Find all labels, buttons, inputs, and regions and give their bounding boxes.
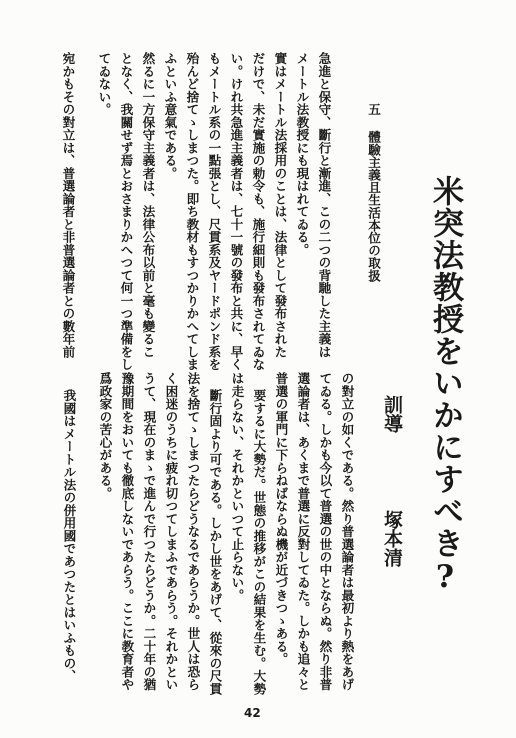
upper-text-col-12: 宛かもその對立は、普選論者と非普選論者との數年前: [60, 52, 76, 358]
upper-text-col-1: 急進と保守、斷行と漸進、この二つの背馳した主義は: [316, 52, 332, 358]
lower-text-col-9: く困迷のうちに疲れ切つてしまふであらう。それかとい: [163, 372, 179, 691]
lower-text-col-5: 要するに大勢だ。世態の推移がこの結果を生む。大勢: [251, 389, 267, 695]
upper-text-col-11: てゐない。: [96, 52, 112, 116]
article-title: 米突法教授をいかにすべき?: [427, 175, 463, 596]
upper-text-col-5: い。けれ共急進主義者は、七十一號の發布と共に、早く: [228, 52, 244, 371]
upper-text-col-7: 殆んど捨てゝしまつた。即ち教材もすつかりかへてしま: [184, 52, 200, 371]
lower-text-col-10: うて、現在のまゝで進んで行つたらどうか。二十年の猶: [141, 372, 157, 691]
upper-text-col-2: メートル法教授にも現はれてゐる。: [294, 52, 310, 256]
lower-text-col-12: 爲政家の苦心がある。: [97, 372, 113, 500]
upper-text-col-8: ふといふ意氣である。: [162, 52, 178, 180]
author-name: 塚本清: [381, 510, 403, 567]
upper-text-col-4: だけで、未だ實施の勅令も、施行細則も發布されてゐな: [250, 52, 266, 371]
lower-text-col-4: 普選の軍門に下らねばならぬ機が近づきつゝある。: [273, 372, 289, 666]
upper-text-col-10: となく、我關せず焉とおさまりかへつて何一つ準備をし: [118, 52, 134, 371]
lower-text-col-7: 斷行固より可である。しかし世をあげて、從來の尺貫: [207, 389, 223, 695]
upper-text-col-3: 實はメートル法採用のことは、法律として發布された: [272, 52, 288, 358]
lower-text-col-6: は走らない、それかといつて止らない。: [229, 372, 245, 602]
upper-text-col-9: 然るに一方保守主義者は、法律公布以前と毫も變るこ: [140, 52, 156, 358]
lower-text-col-2: てゐる。しかも今以て普選の世の中とならぬ。然り非普: [317, 372, 333, 691]
author-role: 訓導: [381, 395, 403, 433]
lower-text-col-13: 我國はメートル法の併用國であつたとはいふもの、: [61, 389, 77, 683]
lower-text-col-8: 法を捨てゝしまつたらどうなるであらうか。世人は恐ら: [185, 372, 201, 691]
author-name-block: [381, 510, 403, 567]
lower-text-col-1: の對立の如くである。然り普選論者は最初より熱をあげ: [339, 372, 355, 691]
page-number: 42: [244, 706, 261, 720]
author-byline: [381, 395, 403, 433]
section-heading: 五 體驗主義且生活本位の取扱: [366, 103, 381, 282]
upper-text-col-6: もメートル系の一點張とし、尺貫系及ヤードポンド系を: [206, 52, 222, 371]
lower-text-col-3: 選論者は、あくまで普選に反對してゐた。しかも追々と: [295, 372, 311, 691]
lower-text-col-11: 豫期間をおいても徹底しないであらう。ここに教育者や: [119, 372, 135, 691]
